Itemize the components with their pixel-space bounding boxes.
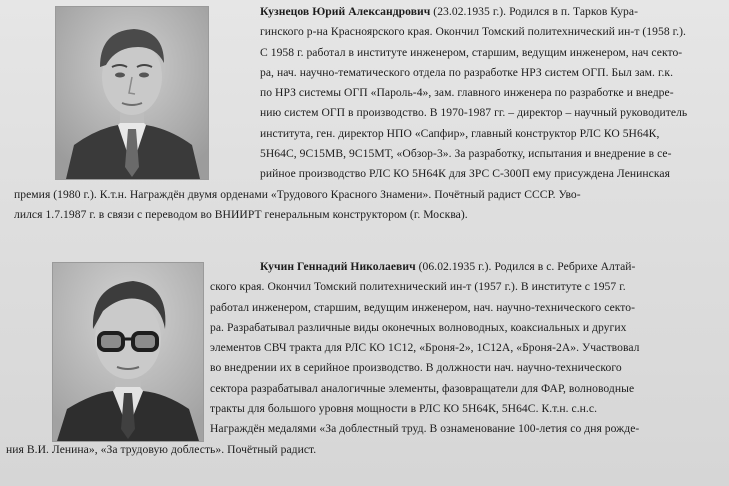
bio-line: ра, нач. научно-тематического отдела по разработке НРЗ систем ОГП. Был зам. г.к. (260, 65, 674, 79)
bio-line: С 1958 г. работал в институте инженером, старшим, ведущим инженером, нач секто- (260, 45, 683, 59)
bio-line: работал инженером, старшим, ведущим инженером, нач. научно-технического секто- (210, 300, 636, 314)
bio-line: ния В.И. Ленина», «За трудовую доблесть». Почётный радист. (6, 442, 317, 456)
person-dates: (06.02.1935 г.). (418, 260, 492, 273)
bio-line: 5Н64С, 9С15МВ, 9С15МТ, «Обзор-3». За разработку, испытания и внедрение в се- (260, 147, 672, 161)
bio-line: гинского р-на Красноярского края. Окончил Томский политехнический ин-т (1958 г.). (260, 25, 686, 39)
bio-line: лился 1.7.1987 г. в связи с переводом во ВНИИРТ генеральным конструктором (г. Москва). (14, 207, 468, 221)
person-name: Кузнецов Юрий Александрович (260, 5, 431, 18)
bio-line: тракты для большого уровня мощности в РЛС КО 5Н64К, 5Н64С. К.т.н. с.н.с. (210, 402, 598, 416)
bio-kuznetsov (14, 2, 716, 225)
bio-line: ского края. Окончил Томский политехнический ин-т (1957 г.). В институте с 1957 г. (210, 280, 626, 294)
person-name: Кучин Геннадий Николаевич (260, 260, 416, 273)
bio-line: рийное производство РЛС КО 5Н64К для ЗРС С-300П ему присуждена Ленинская (260, 167, 670, 181)
bio-line: элементов СВЧ тракта для РЛС КО 1С12, «Броня-2», 1С12А, «Броня-2А». Участвовал (210, 341, 640, 355)
bio-line: ра. Разрабатывал различные виды оконечных волноводных, коаксиальных и других (210, 320, 627, 334)
person-dates: (23.02.1935 г.). (433, 5, 507, 18)
bio-line: премия (1980 г.). К.т.н. Награждён двумя орденами «Трудового Красного Знамени». Почётный радист СССР. Уво- (14, 187, 581, 201)
bio-line: нию систем ОГП в производство. В 1970-1987 гг. – директор – научный руководитель (260, 106, 688, 120)
bio-line: Родился в с. Ребрихе Алтай- (494, 260, 636, 273)
bio-line: института, ген. директор НПО «Сапфир», главный конструктор РЛС КО 5Н64К, (260, 126, 660, 140)
bio-line: Родился в п. Тарков Кура- (509, 5, 639, 18)
bio-line: сектора разрабатывал аналогичные элементы, фазовращатели для ФАР, волноводные (210, 381, 635, 395)
bio-kuchin (6, 257, 721, 460)
bio-line: по НРЗ системы ОГП «Пароль-4», зам. главного инженера по разработке и внедре- (260, 86, 674, 100)
bio-line: во внедрении их в серийное производство. В должности нач. научно-технического (210, 361, 622, 375)
bio-line: Награждён медалями «За доблестный труд. В ознаменование 100-летия со дня рожде- (210, 422, 640, 436)
